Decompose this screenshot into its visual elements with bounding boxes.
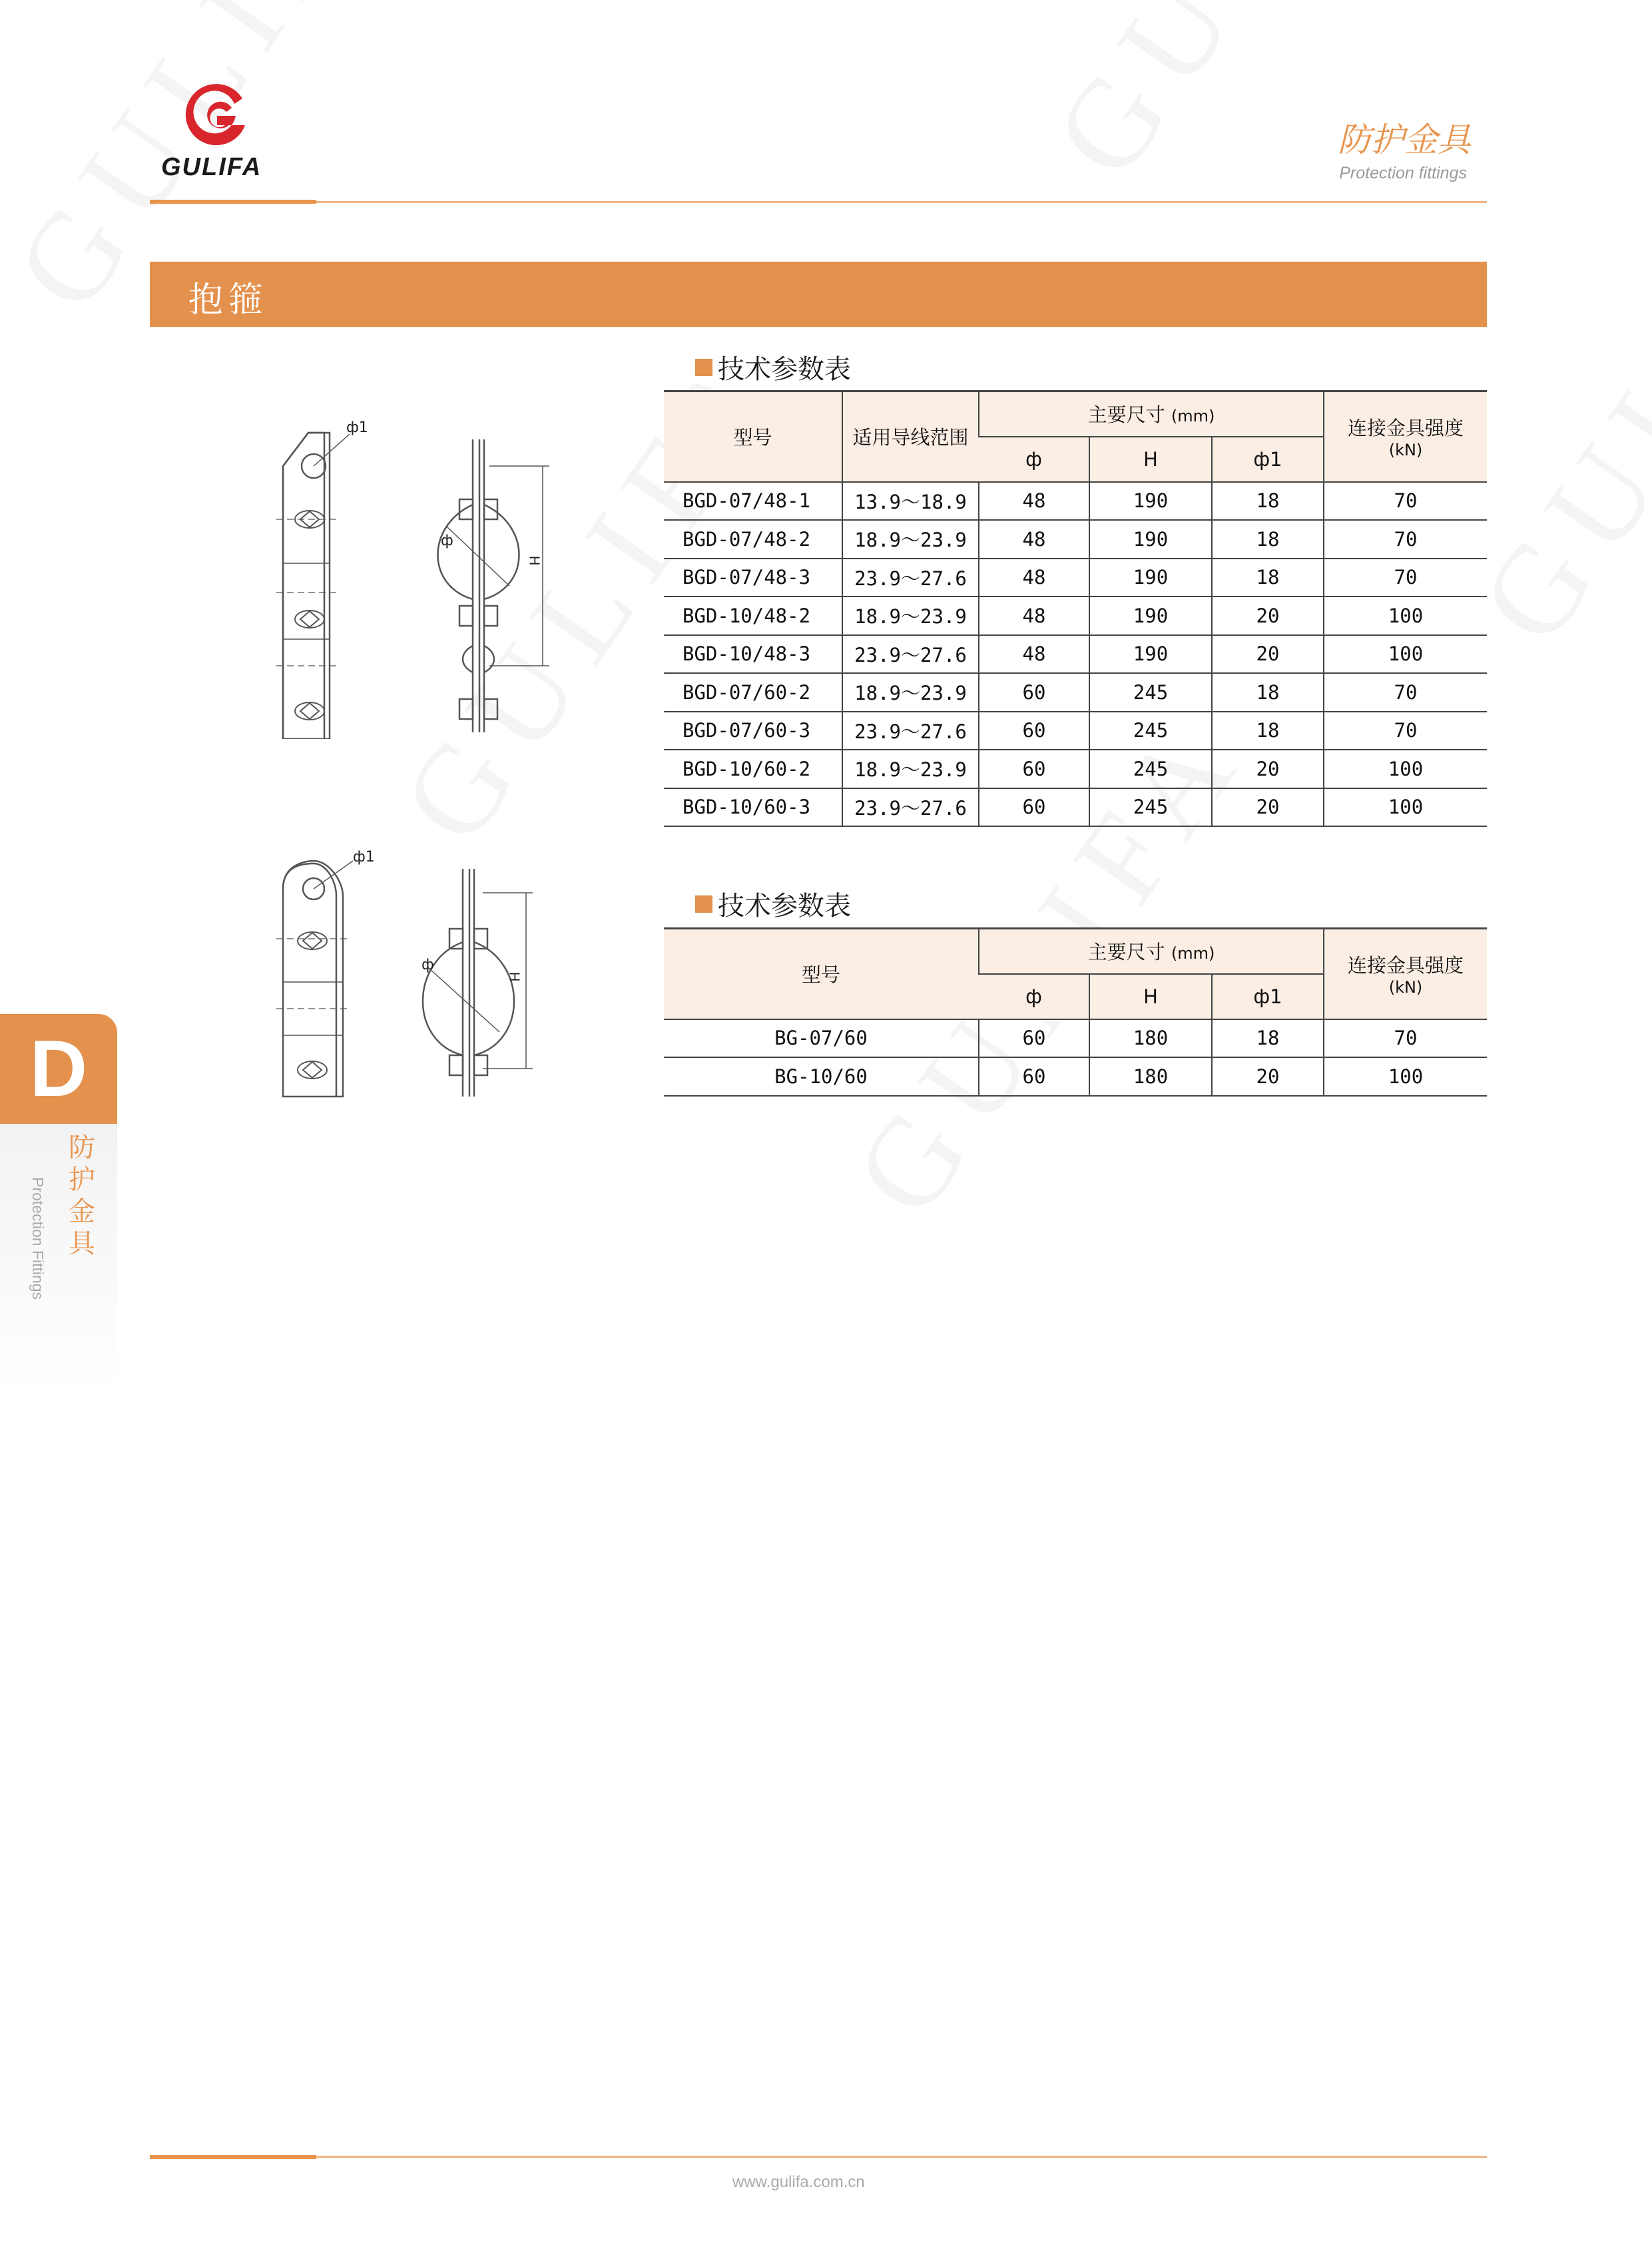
table-row [664,788,1487,827]
gulifa-logo-icon [178,79,258,152]
col-strength-unit: (kN) [1388,978,1423,997]
table1-heading [695,348,851,386]
cell-model: BGD-10/60-3 [664,788,842,827]
cell-h: 245 [1089,750,1212,788]
col-phi1: ф1 [1212,974,1324,1019]
cell-model: BGD-07/48-2 [664,520,842,559]
cell-h: 190 [1089,635,1212,674]
cell-phi1: 18 [1212,1019,1324,1058]
cell-phi: 60 [979,712,1089,750]
footer-rule [150,2156,1487,2158]
col-phi: ф [979,974,1089,1019]
cell-phi: 60 [979,750,1089,788]
col-range: 适用导线范围 [842,391,979,482]
cell-phi: 60 [979,1057,1089,1096]
cell-strength: 70 [1324,1019,1487,1058]
cell-model: BG-07/60 [664,1019,979,1058]
cell-phi1: 18 [1212,520,1324,559]
col-strength [1324,929,1487,1019]
cell-strength: 70 [1324,559,1487,597]
cell-h: 245 [1089,788,1212,827]
col-strength-label: 连接金具强度 [1347,954,1464,977]
cell-phi: 48 [979,482,1089,521]
cell-model: BGD-07/60-3 [664,712,842,750]
cell-phi1: 20 [1212,750,1324,788]
cell-strength: 100 [1324,597,1487,635]
drawing-h-label: H [506,971,523,982]
table-row [664,482,1487,521]
col-dims-unit: (mm) [1171,944,1215,963]
table-row [664,1019,1487,1058]
side-tab-cn: 防护金具 [69,1132,95,1259]
col-h: H [1089,437,1212,482]
cell-phi1: 20 [1212,597,1324,635]
col-model: 型号 [664,391,842,482]
cell-model: BGD-10/60-2 [664,750,842,788]
col-phi: ф [979,437,1089,482]
table2-heading [695,885,851,923]
cell-h: 190 [1089,597,1212,635]
header-rule-accent [150,200,316,204]
heading-square-icon [695,359,712,376]
cell-model: BG-10/60 [664,1057,979,1096]
clamp-drawing-1 [270,419,556,739]
col-dims-unit: (mm) [1171,407,1215,426]
cell-h: 190 [1089,520,1212,559]
drawing-bgd [270,419,556,739]
cell-phi1: 20 [1212,788,1324,827]
footer-url: www.gulifa.com.cn [732,2173,865,2191]
col-strength-unit: (kN) [1388,441,1423,460]
cell-h: 190 [1089,482,1212,521]
heading-square-icon [695,895,712,913]
drawing-phi1-label: ф1 [346,419,368,436]
cell-phi1: 18 [1212,673,1324,712]
cell-h: 190 [1089,559,1212,597]
cell-h: 180 [1089,1057,1212,1096]
header-category-en: Protection fittings [1339,164,1467,182]
header-rule [150,201,1487,203]
logo-text: GULIFA [161,153,262,181]
cell-phi1: 20 [1212,1057,1324,1096]
cell-phi1: 18 [1212,712,1324,750]
cell-strength: 70 [1324,520,1487,559]
cell-model: BGD-07/48-1 [664,482,842,521]
table-row [664,750,1487,788]
col-phi1: ф1 [1212,437,1324,482]
cell-range: 18.9～23.9 [842,673,979,712]
table-row [664,635,1487,674]
drawing-phi1-label: ф1 [353,849,375,866]
section-title: 抱箍 [188,280,269,320]
col-model: 型号 [664,929,979,1019]
table-row [664,712,1487,750]
drawing-phi-label: ф [441,533,453,549]
table-row [664,597,1487,635]
drawing-phi-label: ф [421,957,434,973]
side-tab-en: Protection Fittings [29,1177,47,1300]
cell-h: 180 [1089,1019,1212,1058]
cell-h: 245 [1089,712,1212,750]
cell-h: 245 [1089,673,1212,712]
cell-phi: 48 [979,597,1089,635]
cell-strength: 70 [1324,712,1487,750]
cell-strength: 100 [1324,1057,1487,1096]
col-dims [979,929,1324,974]
cell-phi1: 18 [1212,559,1324,597]
cell-phi1: 18 [1212,482,1324,521]
table-row [664,1057,1487,1096]
cell-phi1: 20 [1212,635,1324,674]
table-row [664,673,1487,712]
cell-range: 18.9～23.9 [842,750,979,788]
side-tab-letter: D [29,1024,88,1113]
section-bar [150,262,1487,327]
spec-table-1 [664,390,1487,827]
spec-table-2 [664,927,1487,1097]
table-row [664,559,1487,597]
cell-range: 18.9～23.9 [842,520,979,559]
cell-range: 23.9～27.6 [842,635,979,674]
cell-range: 23.9～27.6 [842,788,979,827]
col-dims-label: 主要尺寸 [1087,941,1165,964]
table2-heading-text: 技术参数表 [718,891,851,921]
cell-phi: 48 [979,520,1089,559]
col-dims-label: 主要尺寸 [1087,403,1165,427]
cell-phi: 60 [979,1019,1089,1058]
cell-phi: 48 [979,635,1089,674]
drawing-bg [270,849,556,1102]
header-category-cn: 防护金具 [1338,121,1471,159]
cell-phi: 60 [979,673,1089,712]
cell-phi: 48 [979,559,1089,597]
cell-model: BGD-07/48-3 [664,559,842,597]
table1-heading-text: 技术参数表 [718,354,851,385]
cell-range: 13.9～18.9 [842,482,979,521]
col-strength-label: 连接金具强度 [1347,417,1464,440]
cell-model: BGD-10/48-2 [664,597,842,635]
logo [178,79,258,152]
cell-strength: 70 [1324,673,1487,712]
cell-strength: 70 [1324,482,1487,521]
cell-phi: 60 [979,788,1089,827]
table-row [664,520,1487,559]
col-strength [1324,391,1487,482]
drawing-h-label: H [526,555,543,566]
cell-range: 23.9～27.6 [842,712,979,750]
cell-strength: 100 [1324,635,1487,674]
cell-range: 23.9～27.6 [842,559,979,597]
col-h: H [1089,974,1212,1019]
cell-strength: 100 [1324,750,1487,788]
cell-model: BGD-10/48-3 [664,635,842,674]
cell-range: 18.9～23.9 [842,597,979,635]
col-dims [979,391,1324,437]
cell-model: BGD-07/60-2 [664,673,842,712]
cell-strength: 100 [1324,788,1487,827]
footer-rule-accent [150,2155,316,2159]
side-tab-shade [0,1124,117,1390]
